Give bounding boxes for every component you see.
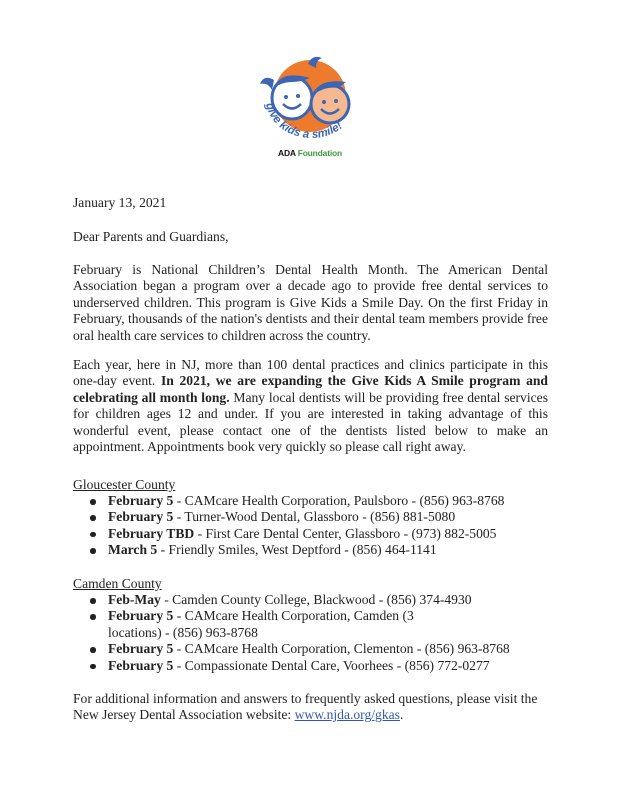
paragraph-text: Each year, here in NJ, more than 100 dental practices and clinics participate in this one-day event. bbox=[73, 357, 548, 389]
ada-label: ADA bbox=[278, 148, 296, 158]
svg-text:give kids a smile!: give kids a smile! bbox=[262, 101, 345, 142]
event-details: - CAMcare Health Corporation, Paulsboro - (856) 963-8768 bbox=[173, 493, 505, 508]
list-item bbox=[73, 641, 548, 657]
event-details: - Friendly Smiles, West Deptford - (856) 464-1141 bbox=[157, 542, 437, 558]
county-heading-gloucester: Gloucester County bbox=[73, 477, 176, 492]
salutation: Dear Parents and Guardians, bbox=[73, 229, 229, 244]
event-date: February 5 bbox=[108, 608, 174, 624]
event-date: Feb-May bbox=[108, 592, 161, 607]
letter-date: January 13, 2021 bbox=[73, 195, 167, 210]
paragraph-text: Many local dentists will be providing free dental services for children ages 12 and under. If you are interested in taking advantage of this wonderful event, please contact one of the dentists listed below to make an appointment. Appointments book very quickly so please call right away. bbox=[73, 389, 548, 455]
bullet-icon bbox=[90, 664, 96, 670]
event-date: March 5 bbox=[108, 542, 158, 558]
list-item bbox=[73, 526, 548, 542]
paragraph-intro: February is National Children’s Dental Health Month. The American Dental Association began a program over a decade ago to provide free dental services to underserved children. This program is Give Kids a Smile Day. On the first Friday in February, thousands of the nation's dentists and their dental team members provide free oral health care services to children across the country. bbox=[73, 262, 548, 343]
event-date: February 5 bbox=[108, 493, 174, 508]
event-date: February 5 bbox=[108, 641, 174, 657]
list-item bbox=[73, 493, 548, 509]
event-details: - First Care Dental Center, Glassboro - (973) 882-5005 bbox=[194, 525, 497, 541]
event-date: February 5 bbox=[108, 657, 174, 673]
event-details: - CAMcare Health Corporation, Clementon - (856) 963-8768 bbox=[173, 641, 510, 657]
camden-dentist-list bbox=[73, 592, 548, 674]
kids-smile-logo-icon bbox=[252, 52, 368, 146]
event-details: - Camden County College, Blackwood - (856) 374-4930 bbox=[160, 592, 472, 607]
njda-website-link[interactable]: www.njda.org/gkas bbox=[294, 707, 400, 723]
event-date: February 5 bbox=[108, 509, 174, 525]
list-item bbox=[73, 509, 548, 525]
bullet-icon bbox=[90, 647, 96, 653]
gloucester-dentist-list bbox=[73, 493, 548, 559]
list-item bbox=[73, 592, 548, 608]
ada-foundation-wordmark bbox=[252, 148, 368, 158]
closing-paragraph bbox=[73, 691, 548, 724]
bullet-icon bbox=[90, 515, 96, 521]
closing-text: For additional information and answers to frequently asked questions, please visit the New Jersey Dental Association website: bbox=[73, 691, 538, 723]
list-item bbox=[73, 658, 548, 674]
list-item bbox=[73, 608, 548, 641]
county-heading-camden: Camden County bbox=[73, 576, 162, 591]
event-details: - Turner-Wood Dental, Glassboro - (856) 881-5080 bbox=[173, 509, 456, 525]
bullet-icon bbox=[90, 598, 96, 604]
bullet-icon bbox=[90, 499, 96, 505]
foundation-label: Foundation bbox=[297, 148, 342, 158]
bullet-icon bbox=[90, 532, 96, 538]
event-details: - Compassionate Dental Care, Voorhees - (856) 772-0277 bbox=[173, 657, 490, 673]
paragraph-nj-program bbox=[73, 357, 548, 455]
event-details: - CAMcare Health Corporation, Camden (3 locations) - (856) 963-8768 bbox=[108, 608, 414, 640]
give-kids-a-smile-logo bbox=[252, 52, 368, 164]
bullet-icon bbox=[90, 548, 96, 554]
list-item bbox=[73, 542, 548, 558]
event-date: February TBD bbox=[108, 525, 195, 541]
closing-period: . bbox=[399, 707, 404, 723]
bullet-icon bbox=[90, 614, 96, 620]
paragraph-emphasis: In 2021, we are expanding the Give Kids A Smile program and celebrating all month long. bbox=[73, 373, 548, 405]
